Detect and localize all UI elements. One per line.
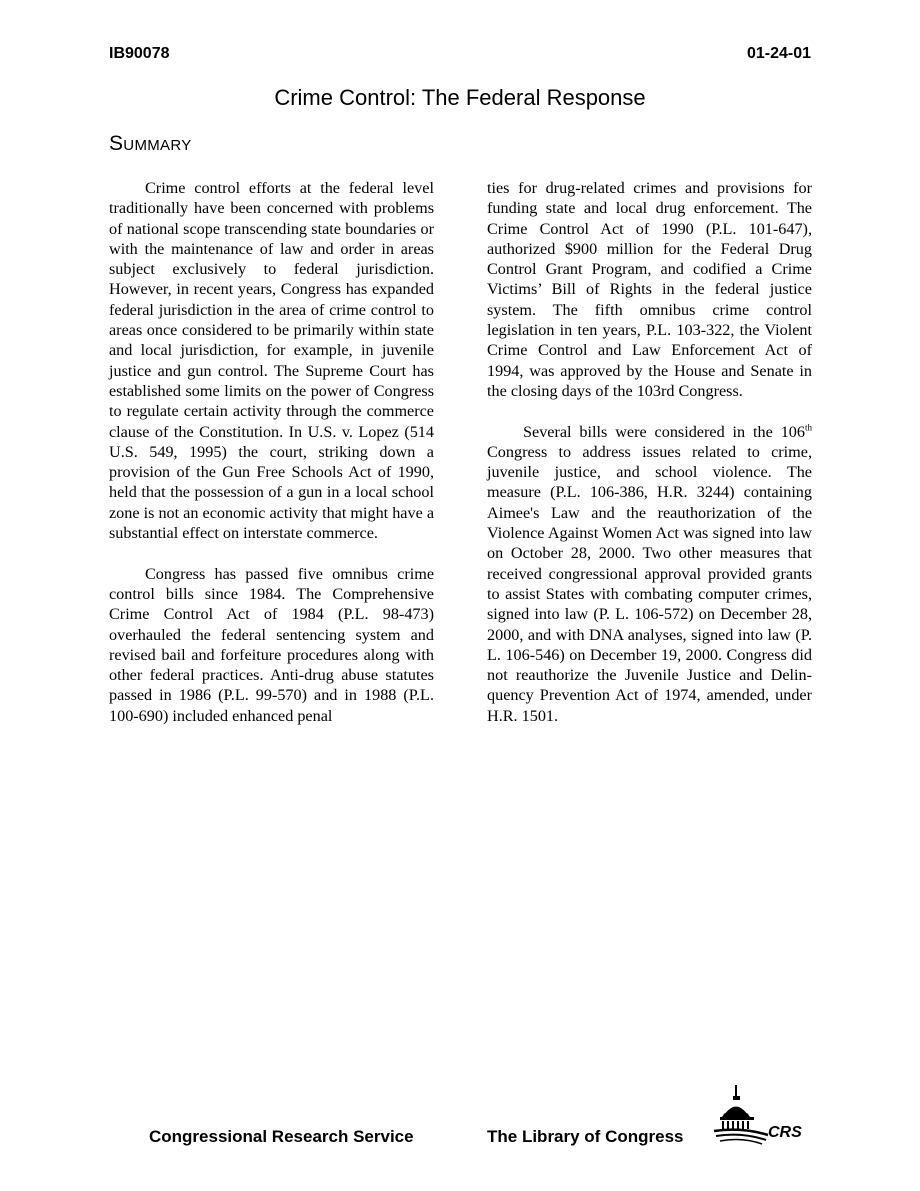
paragraph: Congress has passed five omnibus crime control bills since 1984. The Comprehensive Crime Control Act of 1984 (P.L. 98-473) overhauled the federal sentencing system and revised bail and forfeiture procedures along with other federal practices. Anti-drug abuse statutes passed in 1986 (P.L. 99-570) and in 1988 (P.L. 100-690) included enhanced penal bbox=[109, 564, 434, 725]
superscript: th bbox=[804, 422, 812, 433]
paragraph-lead: Several bills were considered in the 106 bbox=[523, 422, 805, 441]
document-id: IB90078 bbox=[109, 45, 170, 62]
paragraph: ties for drug-related crimes and provisions for funding state and local drug enforcement. The Crime Control Act of 1990 (P.L. 101-647), authorized $900 million for the Federal Drug Control Grant Program, and codified a Crime Victims’ Bill of Rights in the federal justice system. The fifth omnibus crime control legislation in ten years, P.L. 103-322, the Violent Crime Control and Law Enforcement Act of 1994, was approved by the House and Senate in the closing days of the 103rd Congress. bbox=[487, 179, 812, 400]
page-title: Crime Control: The Federal Response bbox=[274, 85, 646, 110]
crs-capitol-logo-icon bbox=[712, 1083, 812, 1145]
crs-logo-text: CRS bbox=[768, 1124, 802, 1141]
paragraph-rest: Congress to address issues related to crime, juvenile justice, and school violence. The measure (P.L. 106-386, H.R. 3244) containing Aimee's Law and the reauthorization of the Violence Against Women Act was signed into law on October 28, 2000. Two other measures that received congressional approval provided grants to assist States with combating computer crimes, signed into law (P. L. 106-572) on December 28, 2000, and with DNA analyses, signed into law (P. L. 106-546) on December 19, 2000. Congress did not reauthorize the Juvenile Justice and Delinquency Prevention Act of 1974, amended, under H.R. 1501. bbox=[487, 442, 812, 725]
document-date: 01-24-01 bbox=[746, 45, 811, 62]
footer-crs: Congressional Research Service bbox=[149, 1127, 414, 1146]
footer-loc: The Library of Congress bbox=[487, 1127, 684, 1146]
paragraph: Crime control efforts at the federal level traditionally have been concerned with problems of national scope transcending state boundaries or with the maintenance of law and order in areas subject exclusively to federal jurisdiction. However, in recent years, Congress has expanded federal jurisdiction in the area of crime control to areas once considered to be primarily within state and local jurisdiction, for example, in juvenile justice and gun control. The Supreme Court has established some limits on the power of Congress to regulate certain activity through the commerce clause of the Constitution. In U.S. v. Lopez (514 U.S. 549, 1995) the court, striking down a provision of the Gun Free Schools Act of 1990, held that the possession of a gun in a local school zone is not an economic activity that might have a substantial effect on interstate commerce. bbox=[109, 179, 434, 543]
left-column bbox=[109, 178, 434, 746]
right-column bbox=[487, 178, 812, 746]
paragraph bbox=[487, 422, 812, 726]
section-heading: Summary bbox=[109, 132, 192, 155]
